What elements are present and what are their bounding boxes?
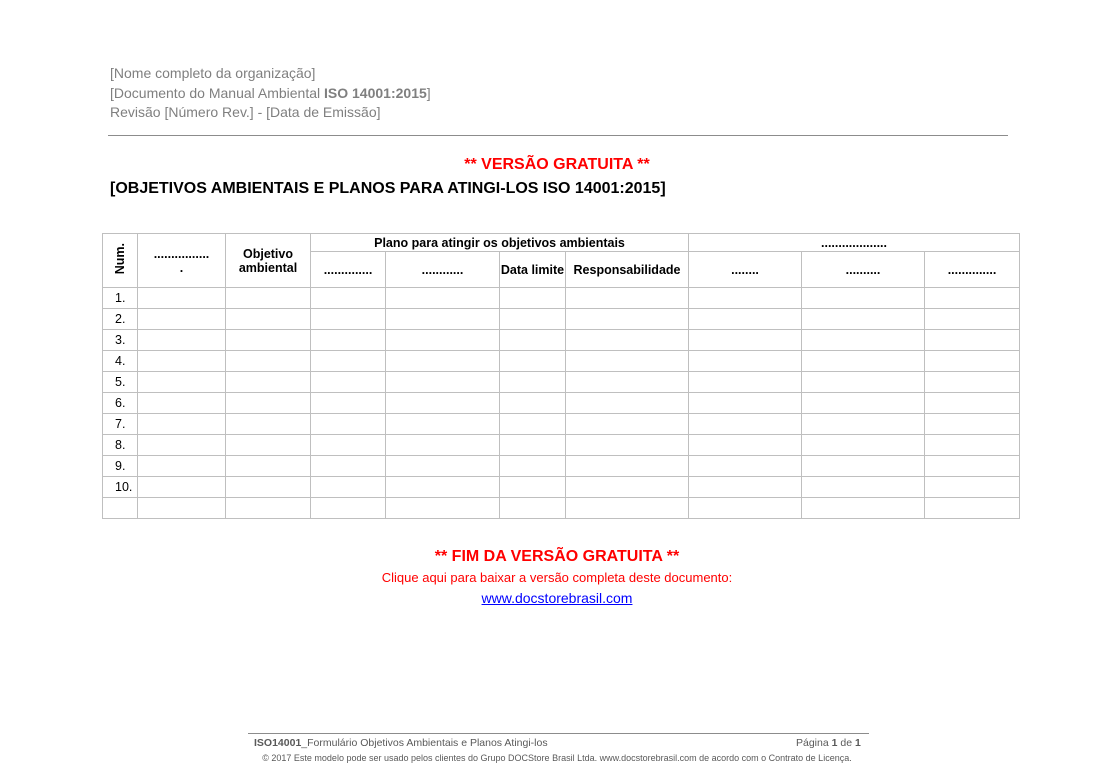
row-number bbox=[103, 498, 138, 519]
footer-divider bbox=[248, 733, 869, 734]
responsibility-header: Responsabilidade bbox=[566, 252, 689, 288]
table-cell[interactable] bbox=[226, 456, 311, 477]
table-cell[interactable] bbox=[925, 288, 1020, 309]
table-cell[interactable] bbox=[802, 435, 925, 456]
table-cell[interactable] bbox=[689, 456, 802, 477]
table-cell[interactable] bbox=[226, 288, 311, 309]
table-cell[interactable] bbox=[500, 477, 566, 498]
table-cell[interactable] bbox=[311, 498, 386, 519]
extra-col3-header: .............. bbox=[925, 252, 1020, 288]
table-cell[interactable] bbox=[386, 393, 500, 414]
table-row bbox=[103, 414, 1020, 435]
table-cell[interactable] bbox=[138, 393, 226, 414]
table-cell[interactable] bbox=[500, 372, 566, 393]
copyright-notice: © 2017 Este modelo pode ser usado pelos clientes do Grupo DOCStore Brasil Ltda. www.docstorebrasil.com de acordo com o Contrato de Licença. bbox=[262, 753, 852, 763]
table-cell[interactable] bbox=[138, 351, 226, 372]
header-divider bbox=[108, 135, 1008, 136]
table-cell[interactable] bbox=[925, 372, 1020, 393]
table-cell[interactable] bbox=[802, 393, 925, 414]
extra-col2-header: .......... bbox=[802, 252, 925, 288]
table-cell[interactable] bbox=[226, 414, 311, 435]
table-cell[interactable] bbox=[386, 330, 500, 351]
table-cell[interactable] bbox=[311, 456, 386, 477]
table-cell[interactable] bbox=[138, 309, 226, 330]
table-cell[interactable] bbox=[566, 309, 689, 330]
table-cell[interactable] bbox=[226, 372, 311, 393]
table-cell[interactable] bbox=[566, 498, 689, 519]
table-cell[interactable] bbox=[226, 435, 311, 456]
table-cell[interactable] bbox=[138, 477, 226, 498]
table-cell[interactable] bbox=[386, 351, 500, 372]
table-cell[interactable] bbox=[386, 288, 500, 309]
table-row bbox=[103, 498, 1020, 519]
table-cell[interactable] bbox=[925, 456, 1020, 477]
table-row bbox=[103, 477, 1020, 498]
table-cell[interactable] bbox=[311, 351, 386, 372]
table-cell[interactable] bbox=[311, 477, 386, 498]
table-cell[interactable] bbox=[500, 330, 566, 351]
footer-doc-name: ISO14001_Formulário Objetivos Ambientais e Planos Atingi-los bbox=[254, 737, 548, 749]
objectives-table bbox=[102, 233, 1020, 519]
table-cell[interactable] bbox=[386, 414, 500, 435]
document-header bbox=[110, 64, 431, 123]
row-number: 4. bbox=[103, 351, 138, 372]
table-cell[interactable] bbox=[500, 351, 566, 372]
table-cell[interactable] bbox=[500, 393, 566, 414]
table-cell[interactable] bbox=[311, 414, 386, 435]
table-row bbox=[103, 435, 1020, 456]
table-cell[interactable] bbox=[226, 477, 311, 498]
table-cell[interactable] bbox=[311, 435, 386, 456]
table-cell[interactable] bbox=[689, 477, 802, 498]
plan-col2-header: ............ bbox=[386, 252, 500, 288]
deadline-header: Data limite bbox=[500, 252, 566, 288]
table-cell[interactable] bbox=[500, 309, 566, 330]
free-version-banner: ** VERSÃO GRATUITA ** bbox=[464, 156, 650, 173]
table-cell[interactable] bbox=[925, 393, 1020, 414]
table-cell[interactable] bbox=[925, 477, 1020, 498]
table-cell[interactable] bbox=[802, 330, 925, 351]
row-number: 2. bbox=[103, 309, 138, 330]
table-cell[interactable] bbox=[689, 498, 802, 519]
table-cell[interactable] bbox=[802, 456, 925, 477]
table-cell[interactable] bbox=[802, 309, 925, 330]
table-cell[interactable] bbox=[226, 330, 311, 351]
download-link[interactable]: www.docstorebrasil.com bbox=[481, 590, 633, 606]
table-cell[interactable] bbox=[500, 414, 566, 435]
table-cell[interactable] bbox=[566, 414, 689, 435]
table-cell[interactable] bbox=[689, 309, 802, 330]
table-cell[interactable] bbox=[689, 372, 802, 393]
table-cell[interactable] bbox=[689, 435, 802, 456]
table-cell[interactable] bbox=[802, 477, 925, 498]
table-cell[interactable] bbox=[138, 330, 226, 351]
col-num-header: Num. bbox=[103, 234, 138, 288]
table-cell[interactable] bbox=[386, 498, 500, 519]
table-row bbox=[103, 309, 1020, 330]
row-number: 1. bbox=[103, 288, 138, 309]
row-number: 7. bbox=[103, 414, 138, 435]
table-cell[interactable] bbox=[386, 309, 500, 330]
table-row bbox=[103, 372, 1020, 393]
table-row bbox=[103, 393, 1020, 414]
manual-line: [Documento do Manual Ambiental ISO 14001:2015] bbox=[110, 84, 431, 101]
row-number: 9. bbox=[103, 456, 138, 477]
table-cell[interactable] bbox=[566, 330, 689, 351]
table-cell[interactable] bbox=[566, 372, 689, 393]
group-extra-header: ................... bbox=[689, 234, 1020, 252]
col-objective-header: Objetivo ambiental bbox=[226, 234, 311, 288]
table-cell[interactable] bbox=[386, 477, 500, 498]
table-cell[interactable] bbox=[566, 351, 689, 372]
table-cell[interactable] bbox=[925, 498, 1020, 519]
revision-line: Revisão [Número Rev.] - [Data de Emissão] bbox=[110, 104, 381, 120]
table-cell[interactable] bbox=[802, 498, 925, 519]
table-cell[interactable] bbox=[138, 414, 226, 435]
row-number: 6. bbox=[103, 393, 138, 414]
table-cell[interactable] bbox=[925, 309, 1020, 330]
table-cell[interactable] bbox=[689, 330, 802, 351]
table-cell[interactable] bbox=[311, 372, 386, 393]
table-cell[interactable] bbox=[566, 393, 689, 414]
col-a-header: ................ . bbox=[138, 234, 226, 288]
end-free-version-banner: ** FIM DA VERSÃO GRATUITA ** bbox=[434, 548, 680, 565]
table-cell[interactable] bbox=[386, 456, 500, 477]
table-cell[interactable] bbox=[802, 288, 925, 309]
table-row bbox=[103, 456, 1020, 477]
table-cell[interactable] bbox=[311, 288, 386, 309]
document-title: [OBJETIVOS AMBIENTAIS E PLANOS PARA ATINGI-LOS ISO 14001:2015] bbox=[110, 180, 666, 197]
row-number: 5. bbox=[103, 372, 138, 393]
table-cell[interactable] bbox=[925, 435, 1020, 456]
table-cell[interactable] bbox=[138, 435, 226, 456]
table-cell[interactable] bbox=[566, 288, 689, 309]
org-name: [Nome completo da organização] bbox=[110, 65, 316, 81]
row-number: 10. bbox=[103, 477, 138, 498]
table-cell[interactable] bbox=[386, 372, 500, 393]
group-plan-header: Plano para atingir os objetivos ambientais bbox=[311, 234, 689, 252]
download-note: Clique aqui para baixar a versão completa deste documento: bbox=[381, 570, 733, 585]
table-cell[interactable] bbox=[500, 456, 566, 477]
table-cell[interactable] bbox=[386, 435, 500, 456]
table-cell[interactable] bbox=[500, 288, 566, 309]
table-cell[interactable] bbox=[138, 372, 226, 393]
table-cell[interactable] bbox=[138, 456, 226, 477]
table-cell[interactable] bbox=[802, 351, 925, 372]
table-cell[interactable] bbox=[226, 309, 311, 330]
table-cell[interactable] bbox=[226, 393, 311, 414]
extra-col1-header: ........ bbox=[689, 252, 802, 288]
table-cell[interactable] bbox=[226, 351, 311, 372]
table-cell[interactable] bbox=[925, 351, 1020, 372]
row-number: 8. bbox=[103, 435, 138, 456]
table-cell[interactable] bbox=[689, 393, 802, 414]
table-cell[interactable] bbox=[566, 435, 689, 456]
table-cell[interactable] bbox=[500, 435, 566, 456]
table-cell[interactable] bbox=[311, 393, 386, 414]
table-cell[interactable] bbox=[802, 372, 925, 393]
table-cell[interactable] bbox=[566, 456, 689, 477]
row-number: 3. bbox=[103, 330, 138, 351]
table-cell[interactable] bbox=[226, 498, 311, 519]
table-cell[interactable] bbox=[689, 414, 802, 435]
table-cell[interactable] bbox=[802, 414, 925, 435]
table-cell[interactable] bbox=[689, 288, 802, 309]
table-cell[interactable] bbox=[311, 309, 386, 330]
table-cell[interactable] bbox=[311, 330, 386, 351]
table-cell[interactable] bbox=[138, 498, 226, 519]
table-cell[interactable] bbox=[925, 330, 1020, 351]
page-number: Página 1 de 1 bbox=[796, 737, 861, 749]
table-row bbox=[103, 288, 1020, 309]
table-cell[interactable] bbox=[138, 288, 226, 309]
table-cell[interactable] bbox=[689, 351, 802, 372]
plan-col1-header: .............. bbox=[311, 252, 386, 288]
table-row bbox=[103, 351, 1020, 372]
table-cell[interactable] bbox=[566, 477, 689, 498]
table-cell[interactable] bbox=[925, 414, 1020, 435]
table-row bbox=[103, 330, 1020, 351]
table-cell[interactable] bbox=[500, 498, 566, 519]
